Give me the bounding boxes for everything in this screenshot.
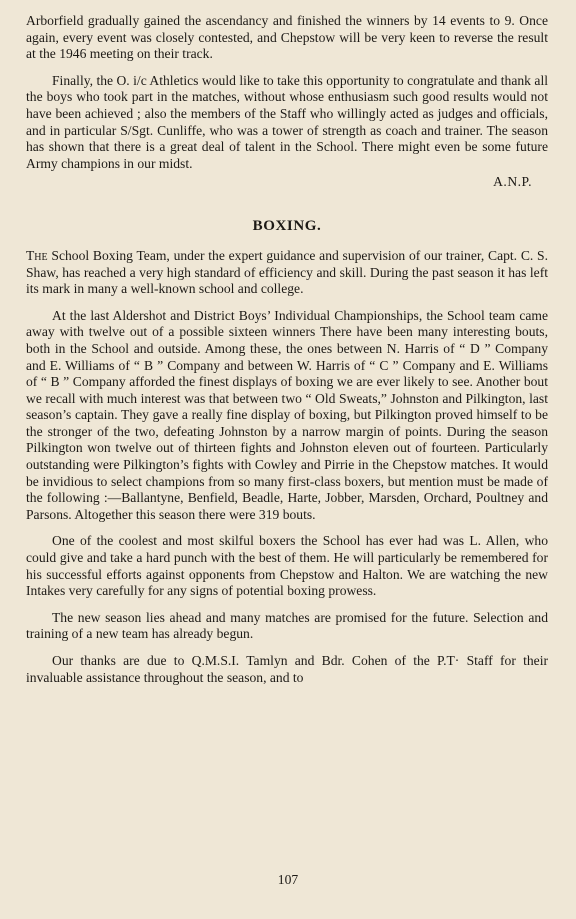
boxing-paragraph-1-lead: The (26, 247, 48, 263)
athletics-signature: A.N.P. (493, 174, 532, 190)
boxing-heading: BOXING. (252, 217, 322, 234)
boxing-paragraph-5: Our thanks are due to Q.M.S.I. Tamlyn and Bdr. Cohen of the P.T· Staff for their invaluable assistance throughout the season, and to (26, 653, 548, 685)
boxing-paragraph-3: One of the coolest and most skilful boxers the School has ever had was L. Allen, who could give and take a hard punch with the best of them. He will particularly be remembered for his successful efforts against opponents from Chepstow and Halton. We are watching the new Intakes very carefully for any signs of potential boxing prowess. (26, 533, 548, 599)
boxing-paragraph-2: At the last Aldershot and District Boys’ Individual Championships, the School team came away with twelve out of a possible sixteen winners There have been many interesting bouts, both in the School and outside. Among these, the ones between N. Harris of “ D ” Company and E. Williams of “ B ” Company and between W. Harris of “ C ” Company and E. Williams of “ B ” Company afforded the finest displays of boxing we are ever likely to see. Another bout we recall with much interest was that between two “ Old Sweats,” Johnston and Pilkington, last season’s captain. They gave a really fine display of boxing, but Pilkington proved himself to be the stronger of the two, defeating Johnston by a narrow margin of points. During the season Pilkington won twelve out of thirteen fights and Johnston eleven out of fourteen. Particularly outstanding were Pilkington’s fights with Cowley and Pirrie in the Chepstow matches. It would be invidious to select champions from so many first-class boxers, but mention must be made of the following :—Ballantyne, Benfield, Beadle, Harte, Jobber, Marsden, Orchard, Poultney and Parsons. Altogether this season there were 319 bouts. (26, 307, 548, 522)
boxing-paragraph-1-text: School Boxing Team, under the expert guidance and supervision of our trainer, Capt. C. S. Shaw, has reached a very high standard of efficiency and skill. During the past season it has left its mark in many a well-known school and college. (26, 247, 548, 297)
athletics-paragraph-1: Arborfield gradually gained the ascendancy and finished the winners by 14 events to 9. Once again, every event was closely contested, and Chepstow will be very keen to reverse the result at the 1946 meeting on their track. (26, 13, 548, 62)
boxing-paragraph-1 (26, 248, 548, 298)
athletics-paragraph-2: Finally, the O. i/c Athletics would like to take this opportunity to congratulate and thank all the boys who took part in the matches, without whose enthusiasm such good results would not have been achieved ; also the members of the Staff who willingly acted as judges and officials, and in particular S/Sgt. Cunliffe, who was a tower of strength as coach and trainer. The season has shown that there is a great deal of talent in the School. There might even be some future Army champions in our midst. (26, 72, 548, 171)
boxing-paragraph-4: The new season lies ahead and many matches are promised for the future. Selection and training of a new team has already begun. (26, 609, 548, 642)
page-number: 107 (277, 872, 299, 887)
